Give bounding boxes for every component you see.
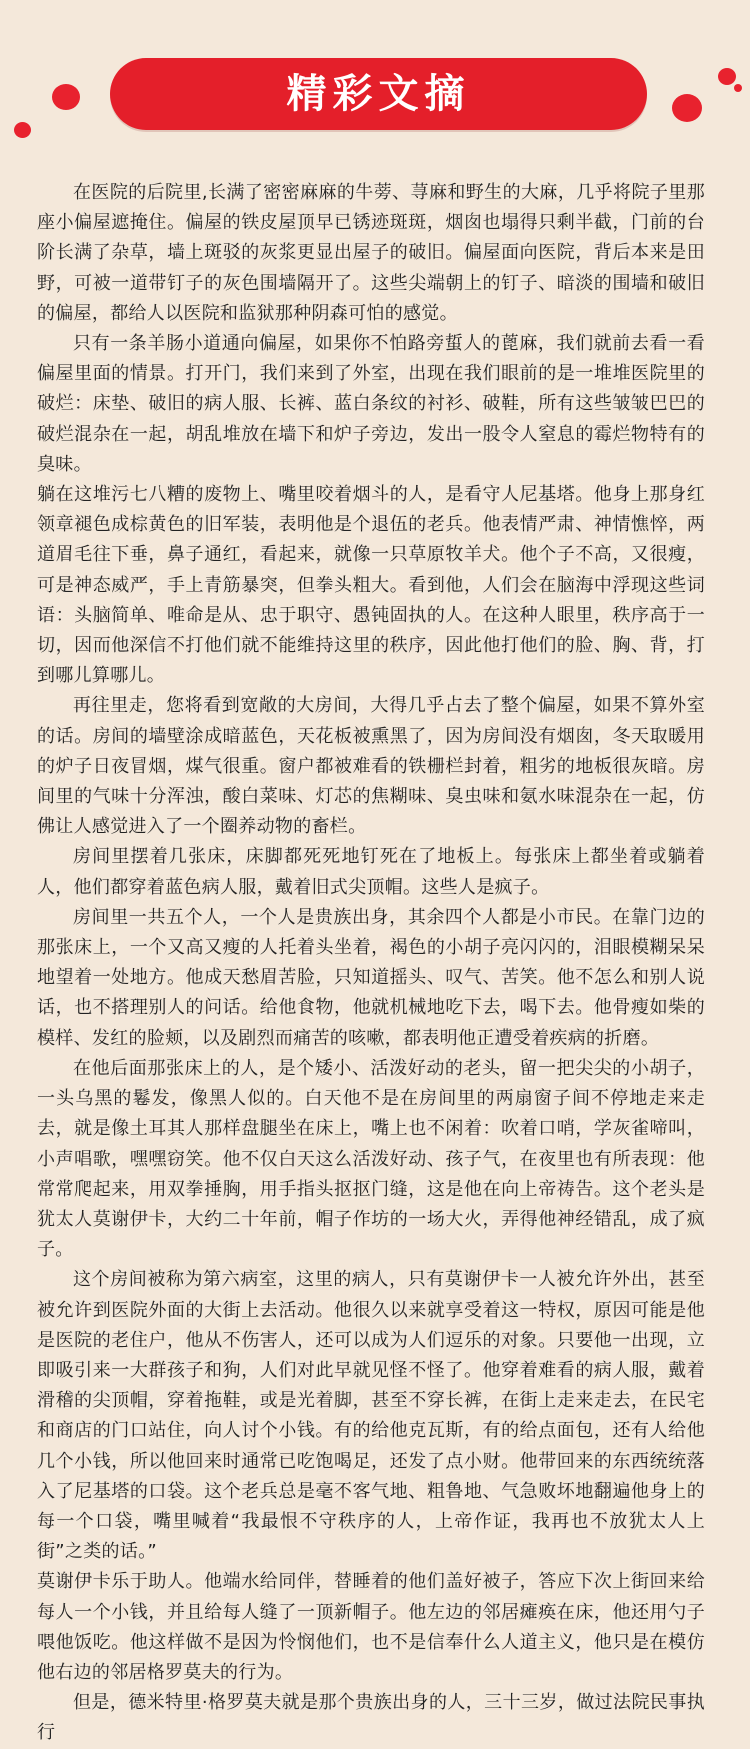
article-paragraph: 房间里摆着几张床，床脚都死死地钉死在了地板上。每张床上都坐着或躺着人，他们都穿着蓝色病人服，戴着旧式尖顶帽。这些人是疯子。: [37, 846, 705, 898]
article-body: [37, 178, 705, 1749]
decor-dot: [14, 122, 31, 138]
article-paragraph: 在医院的后院里,长满了密密麻麻的牛蒡、荨麻和野生的大麻，几乎将院子里那座小偏屋遮掩住。偏屋的铁皮屋顶早已锈迹斑斑，烟囱也塌得只剩半截，门前的台阶长满了杂草，墙上斑驳的灰浆更显出屋子的破旧。偏屋面向医院，背后本来是田野，可被一道带钉子的灰色围墙隔开了。这些尖端朝上的钉子、暗淡的围墙和破旧的偏屋，都给人以医院和监狱那种阴森可怕的感觉。: [37, 182, 705, 324]
article-paragraph: 莫谢伊卡乐于助人。他端水给同伴，替睡着的他们盖好被子，答应下次上街回来给每人一个小钱，并且给每人缝了一顶新帽子。他左边的邻居瘫痪在床，他还用勺子喂他饭吃。他这样做不是因为怜悯他们，也不是信奉什么人道主义，他只是在模仿他右边的邻居格罗莫夫的行为。: [37, 1571, 705, 1683]
article-paragraph: 房间里一共五个人，一个人是贵族出身，其余四个人都是小市民。在靠门边的那张床上，一个又高又瘦的人托着头坐着，褐色的小胡子亮闪闪的，泪眼模糊呆呆地望着一处地方。他成天愁眉苦脸，只知道摇头、叹气、苦笑。他不怎么和别人说话，也不搭理别人的问话。给他食物，他就机械地吃下去，喝下去。他骨瘦如柴的模样、发红的脸颊，以及剧烈而痛苦的咳嗽，都表明他正遭受着疾病的折磨。: [37, 906, 705, 1049]
page-title: 精彩文摘: [286, 70, 471, 117]
header-banner: [110, 58, 647, 130]
decor-dot: [672, 94, 702, 122]
article-paragraph: 躺在这堆污七八糟的废物上、嘴里咬着烟斗的人，是看守人尼基塔。他身上那身红领章褪色成棕黄色的旧军装，表明他是个退伍的老兵。他表情严肃、神情憔悴，两道眉毛往下垂，鼻子通红，看起来，就像一只草原牧羊犬。他个子不高，又很瘦，可是神态威严，手上青筋暴突，但拳头粗大。看到他，人们会在脑海中浮现这些词语：头脑简单、唯命是从、忠于职守、愚钝固执的人。在这种人眼里，秩序高于一切，因而他深信不打他们就不能维持这里的秩序，因此他打他们的脸、胸、背，打到哪儿算哪儿。: [37, 484, 705, 687]
decor-dot: [52, 84, 80, 110]
article-paragraph: 只有一条羊肠小道通向偏屋，如果你不怕路旁蜇人的蓖麻，我们就前去看一看偏屋里面的情景。打开门，我们来到了外室，出现在我们眼前的是一堆堆医院里的破烂：床垫、破旧的病人服、长裤、蓝白条纹的衬衫、破鞋，所有这些皱皱巴巴的破烂混杂在一起，胡乱堆放在墙下和炉子旁边，发出一股令人窒息的霉烂物特有的臭味。: [37, 333, 705, 475]
article-paragraph: 这个房间被称为第六病室，这里的病人，只有莫谢伊卡一人被允许外出，甚至被允许到医院外面的大街上去活动。他很久以来就享受着这一特权，原因可能是他是医院的老住户，他从不伤害人，还可以成为人们逗乐的对象。只要他一出现，立即吸引来一大群孩子和狗，人们对此早就见怪不怪了。他穿着难看的病人服，戴着滑稽的尖顶帽，穿着拖鞋，或是光着脚，甚至不穿长裤，在街上走来走去，在民宅和商店的门口站住，向人讨个小钱。有的给他克瓦斯，有的给点面包，还有人给他几个小钱，所以他回来时通常已吃饱喝足，还发了点小财。他带回来的东西统统落入了尼基塔的口袋。这个老兵总是毫不客气地、粗鲁地、气急败坏地翻遍他身上的每一个口袋，嘴里喊着“我最恨不守秩序的人，上帝作证，我再也不放犹太人上街”之类的话。”: [37, 1269, 705, 1563]
decor-dot: [718, 68, 736, 85]
decor-dot: [734, 84, 742, 92]
article-paragraph: 在他后面那张床上的人，是个矮小、活泼好动的老头，留一把尖尖的小胡子，一头乌黑的鬈发，像黑人似的。白天他不是在房间里的两扇窗子间不停地走来走去，就是像土耳其人那样盘腿坐在床上，嘴上也不闲着：吹着口哨，学灰雀啼叫，小声唱歌，嘿嘿窃笑。他不仅白天这么活泼好动、孩子气，在夜里也有所表现：他常常爬起来，用双拳捶胸，用手指头抠抠门缝，这是他在向上帝祷告。这个老头是犹太人莫谢伊卡，大约二十年前，帽子作坊的一场大火，弄得他神经错乱，成了疯子。: [37, 1057, 705, 1261]
article-paragraph: 再往里走，您将看到宽敞的大房间，大得几乎占去了整个偏屋，如果不算外室的话。房间的墙壁涂成暗蓝色，天花板被熏黑了，因为房间没有烟囱，冬天取暖用的炉子日夜冒烟，煤气很重。窗户都被难看的铁栅栏封着，粗劣的地板很灰暗。房间里的气味十分浑浊，酸白菜味、灯芯的焦糊味、臭虫味和氨水味混杂在一起，仿佛让人感觉进入了一个圈养动物的畜栏。: [37, 695, 705, 838]
article-paragraph: 但是，德米特里·格罗莫夫就是那个贵族出身的人，三十三岁，做过法院民事执行: [37, 1692, 705, 1744]
